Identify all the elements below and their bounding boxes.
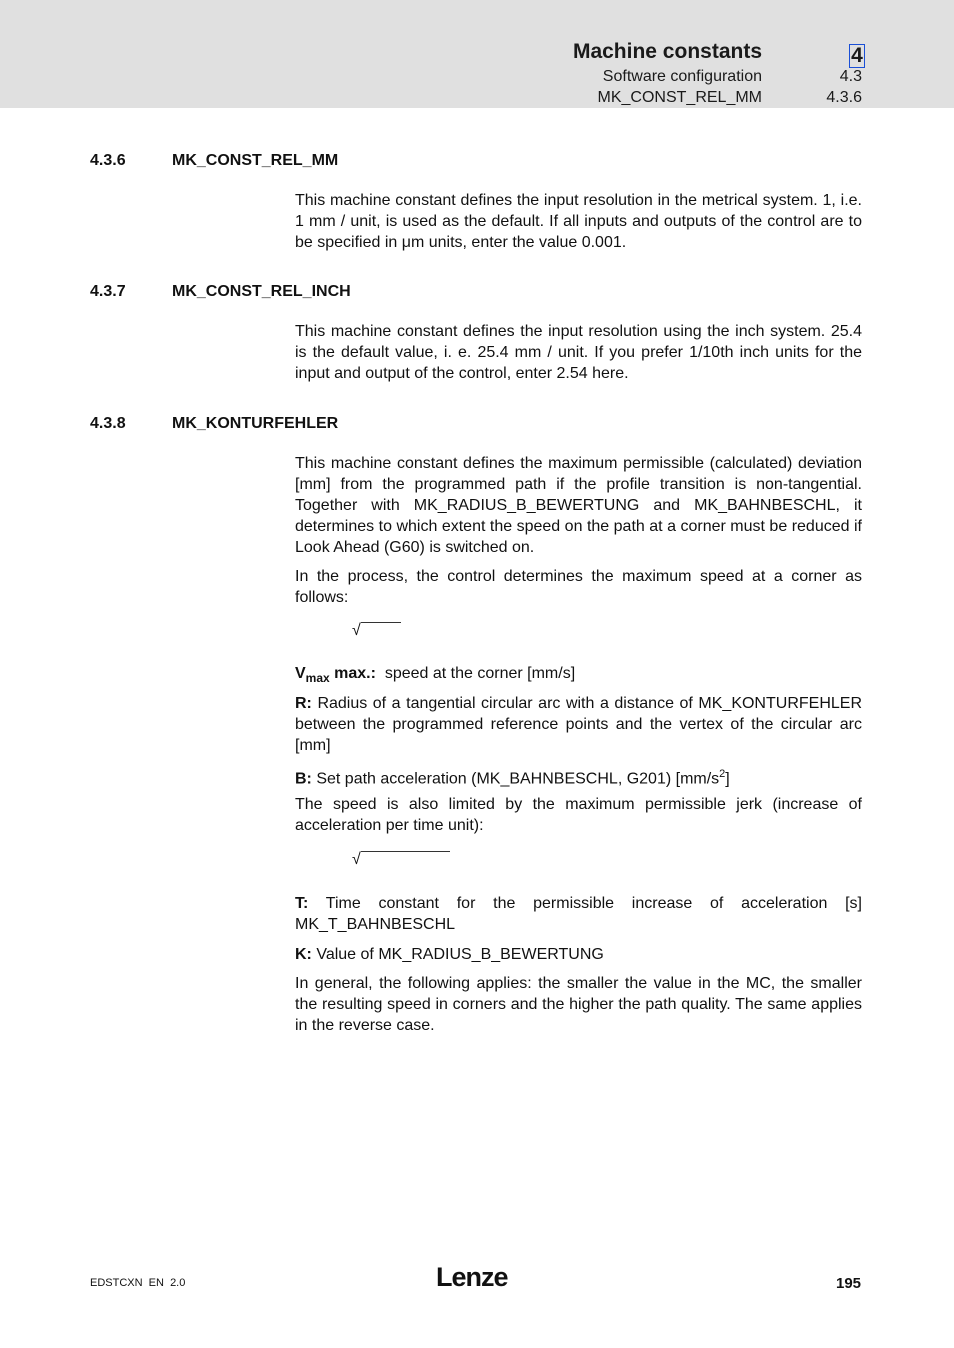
section-heading-436	[90, 152, 338, 170]
b-label: B:	[295, 770, 312, 788]
formula-jerk	[352, 851, 361, 869]
section-heading-number: 4.3.8	[90, 415, 126, 432]
chapter-title: Machine constants	[572, 40, 762, 63]
section-body-436	[295, 190, 862, 253]
sqrt-symbol: √	[352, 622, 361, 639]
paragraph-jerk: The speed is also limited by the maximum permissible jerk (increase of acceleration per time unit):	[295, 796, 862, 834]
def-b	[295, 764, 862, 789]
paragraph-process: In the process, the control determines the maximum speed at a corner as follows:	[295, 568, 862, 606]
sqrt-bar	[361, 622, 401, 623]
def-vmax	[295, 663, 862, 689]
def-r	[295, 693, 862, 756]
chapter-number[interactable]: 4	[849, 44, 865, 68]
r-label: R:	[295, 695, 312, 712]
b-text-end: ]	[725, 770, 730, 788]
subsection-title: MK_CONST_REL_MM	[597, 89, 762, 106]
t-text: Time constant for the permissible increase of acceleration [s] MK_T_BAHNBESCHL	[295, 895, 863, 933]
vmax-subscript: max	[305, 671, 330, 686]
section-heading-title: MK_KONTURFEHLER	[172, 415, 339, 432]
subsection-number: 4.3.6	[826, 89, 862, 106]
section-body-jerk	[295, 794, 862, 836]
page-number: 195	[836, 1275, 862, 1292]
paragraph-intro: This machine constant defines the maximum permissible (calculated) deviation [mm] from the programmed path if the profile transition is non-tangential. Together with MK_RADIUS_B_BEWERTUNG and MK_BAHNBESCHL, it determines to which extent the speed on the path at a corner must be reduced if Look Ahead (G60) is switched on.	[295, 455, 862, 556]
section-title: Software configuration	[602, 68, 762, 85]
r-text: Radius of a tangential circular arc with a distance of MK_KONTURFEHLER between the programmed reference points and the vertex of the circular arc [mm]	[295, 695, 862, 754]
section-heading-number: 4.3.6	[90, 152, 126, 169]
t-label: T:	[295, 895, 309, 912]
vmax-label-suffix: max.:	[329, 665, 376, 682]
section-heading-number: 4.3.7	[90, 283, 126, 300]
section-heading-title: MK_CONST_REL_MM	[172, 152, 339, 169]
section-body-437	[295, 321, 862, 384]
section-heading-438	[90, 415, 338, 433]
sqrt-bar	[361, 851, 450, 852]
def-k	[295, 944, 862, 965]
b-superscript: 2	[719, 768, 726, 780]
section-body-general	[295, 973, 862, 1036]
sqrt-symbol: √	[352, 851, 361, 868]
header-band	[0, 0, 954, 108]
vmax-label: V	[295, 665, 306, 682]
paragraph: This machine constant defines the input resolution using the inch system. 25.4 is the default value, i. e. 25.4 mm / unit. If you prefer 1/10th inch units for the input and output of the control, enter 2.54 here.	[295, 323, 862, 382]
section-body-process	[295, 566, 862, 608]
section-heading-437	[90, 283, 351, 301]
section-heading-title: MK_CONST_REL_INCH	[172, 283, 351, 300]
section-body-438	[295, 453, 862, 558]
paragraph: This machine constant defines the input resolution in the metrical system. 1, i.e. 1 mm / unit, is used as the default. If all inputs and outputs of the control are to be specified in μm units, enter the value 0.001.	[295, 192, 862, 251]
section-number: 4.3	[839, 68, 862, 85]
formula-vmax	[352, 622, 361, 640]
b-text: Set path acceleration (MK_BAHNBESCHL, G201) [mm/s	[316, 770, 720, 788]
k-text: Value of MK_RADIUS_B_BEWERTUNG	[316, 946, 604, 963]
paragraph-general: In general, the following applies: the smaller the value in the MC, the smaller the resulting speed in corners and the higher the path quality. The same applies in the reverse case.	[295, 975, 862, 1034]
document-id: EDSTCXN EN 2.0	[90, 1277, 186, 1289]
def-t	[295, 893, 862, 935]
k-label: K:	[295, 946, 312, 963]
lenze-logo: Lenze	[436, 1262, 508, 1292]
vmax-text: speed at the corner [mm/s]	[384, 665, 576, 682]
